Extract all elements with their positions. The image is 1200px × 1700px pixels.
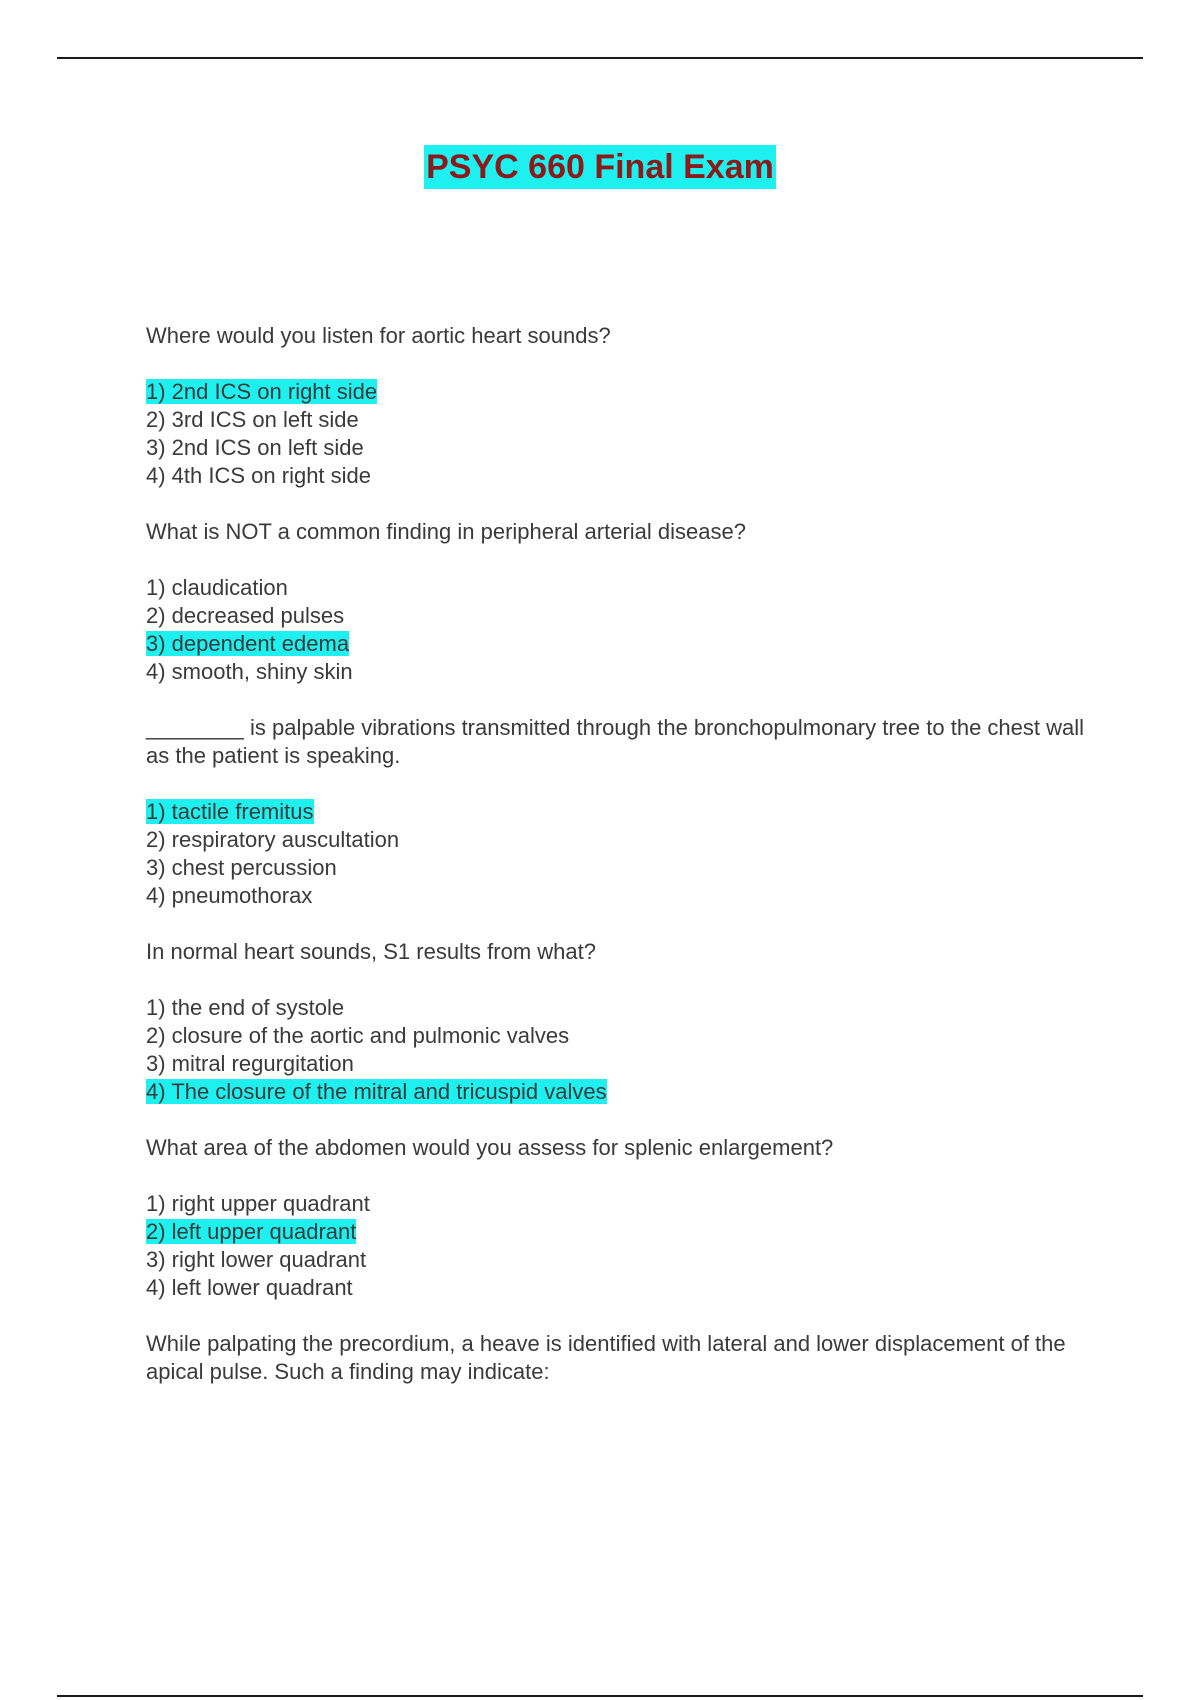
question-1	[146, 322, 1086, 490]
answer-label: 3) dependent edema	[146, 631, 350, 656]
answer-option	[146, 1274, 1086, 1302]
answer-label: 3) chest percussion	[146, 855, 337, 880]
answer-label: 3) 2nd ICS on left side	[146, 435, 364, 460]
answer-label: 3) mitral regurgitation	[146, 1051, 354, 1076]
answer-label: 1) tactile fremitus	[146, 799, 314, 824]
answer-label: 4) smooth, shiny skin	[146, 659, 353, 684]
answer-label: 1) claudication	[146, 575, 288, 600]
answer-option	[146, 994, 1086, 1022]
answer-label: 1) right upper quadrant	[146, 1191, 370, 1216]
answer-label: 4) pneumothorax	[146, 883, 313, 908]
question-2	[146, 518, 1086, 686]
answer-option	[146, 406, 1086, 434]
answer-option	[146, 826, 1086, 854]
page-title: PSYC 660 Final Exam	[424, 145, 776, 189]
answer-label: 4) left lower quadrant	[146, 1275, 353, 1300]
answer-option	[146, 574, 1086, 602]
question-4	[146, 938, 1086, 1106]
answer-option	[146, 882, 1086, 910]
answer-label: 4) 4th ICS on right side	[146, 463, 372, 488]
answer-option	[146, 854, 1086, 882]
answer-option	[146, 658, 1086, 686]
answer-option	[146, 1022, 1086, 1050]
bottom-rule	[57, 1695, 1143, 1697]
answer-option-highlighted	[146, 378, 1086, 406]
answer-label: 1) the end of systole	[146, 995, 345, 1020]
question-text: What area of the abdomen would you assess for splenic enlargement?	[146, 1135, 834, 1160]
answer-label: 2) decreased pulses	[146, 603, 345, 628]
answer-option	[146, 462, 1086, 490]
question-6	[146, 1330, 1086, 1386]
top-rule	[57, 57, 1143, 59]
question-5	[146, 1134, 1086, 1302]
answer-label: 2) left upper quadrant	[146, 1219, 357, 1244]
answer-label: 2) respiratory auscultation	[146, 827, 400, 852]
answer-label: 2) closure of the aortic and pulmonic valves	[146, 1023, 570, 1048]
answer-label: 2) 3rd ICS on left side	[146, 407, 359, 432]
answer-options	[146, 798, 1086, 910]
answer-option-highlighted	[146, 1078, 1086, 1106]
question-text: Where would you listen for aortic heart sounds?	[146, 323, 611, 348]
question-text: While palpating the precordium, a heave is identified with lateral and lower displacement of the apical pulse. Such a finding may indicate:	[146, 1331, 1066, 1384]
answer-options	[146, 378, 1086, 490]
answer-option-highlighted	[146, 798, 1086, 826]
question-list	[146, 322, 1086, 1414]
answer-label: 4) The closure of the mitral and tricuspid valves	[146, 1079, 607, 1104]
answer-options	[146, 574, 1086, 686]
answer-label: 3) right lower quadrant	[146, 1247, 367, 1272]
answer-option-highlighted	[146, 630, 1086, 658]
question-text: In normal heart sounds, S1 results from what?	[146, 939, 596, 964]
answer-option	[146, 434, 1086, 462]
answer-option	[146, 1190, 1086, 1218]
question-text: What is NOT a common finding in peripheral arterial disease?	[146, 519, 746, 544]
answer-option	[146, 1246, 1086, 1274]
answer-option-highlighted	[146, 1218, 1086, 1246]
question-3	[146, 714, 1086, 910]
answer-option	[146, 1050, 1086, 1078]
title-container	[0, 145, 1200, 189]
question-text: ________ is palpable vibrations transmitted through the bronchopulmonary tree to the chest wall as the patient is speaking.	[146, 715, 1085, 768]
answer-option	[146, 602, 1086, 630]
answer-options	[146, 994, 1086, 1106]
answer-options	[146, 1190, 1086, 1302]
answer-label: 1) 2nd ICS on right side	[146, 379, 378, 404]
